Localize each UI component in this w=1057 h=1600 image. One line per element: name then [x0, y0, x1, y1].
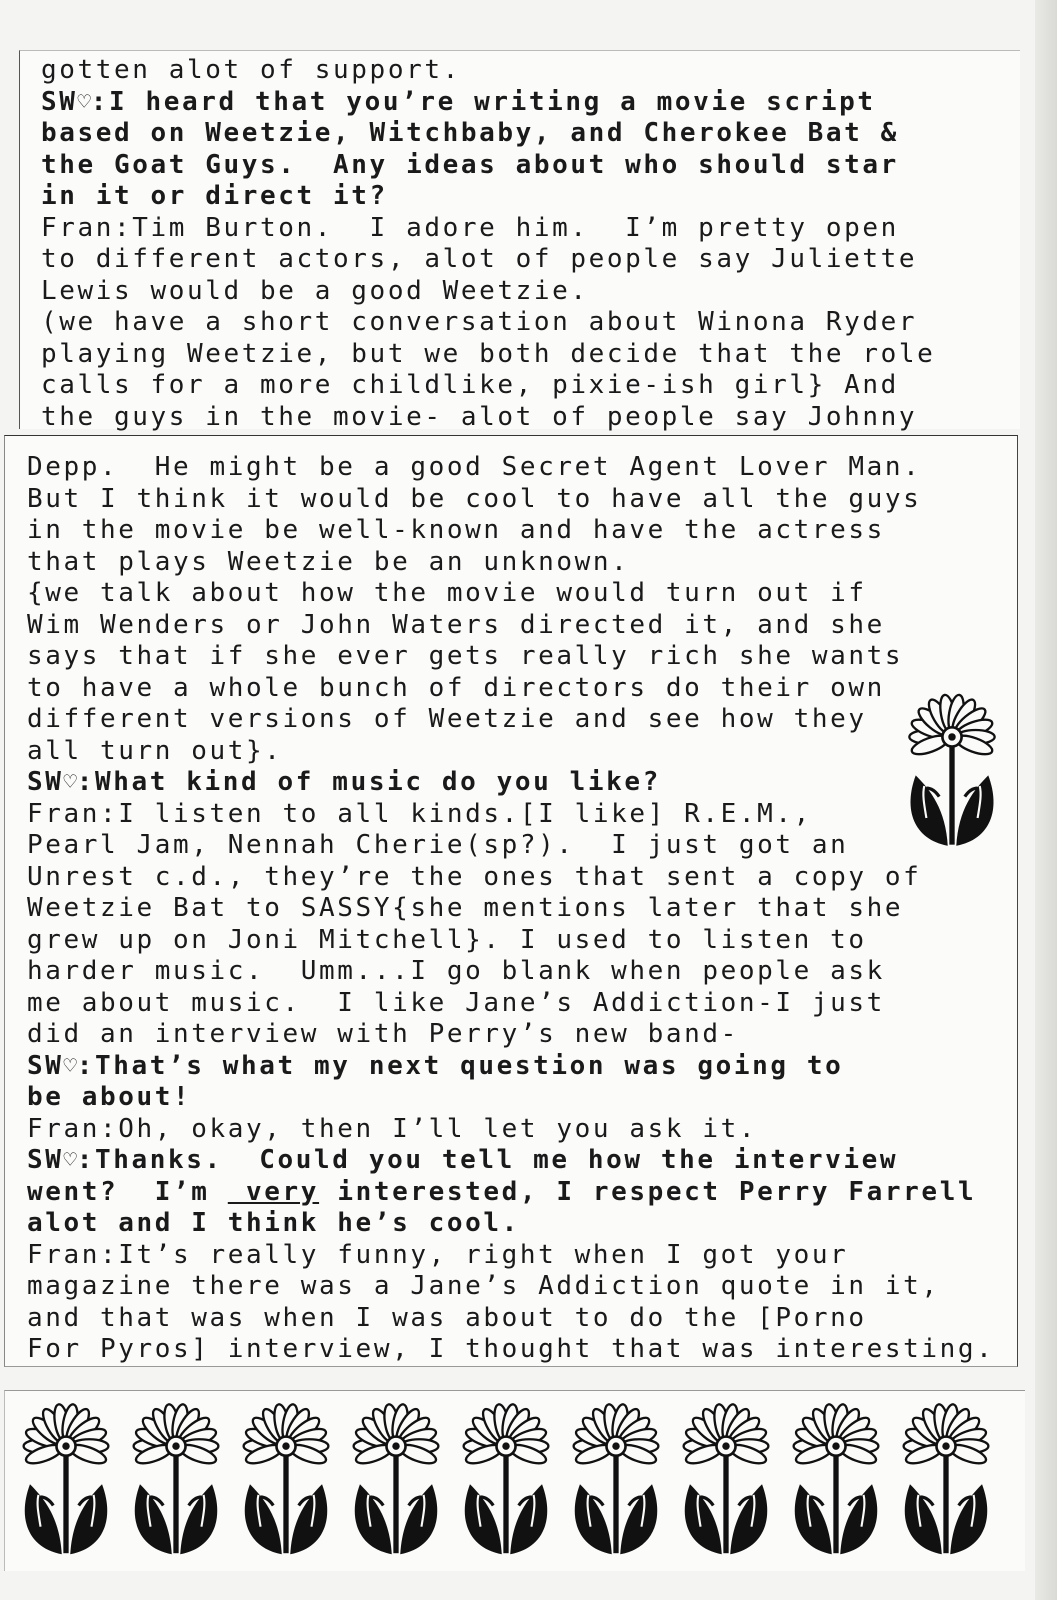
text-line: calls for a more childlike, pixie-ish girl} And: [41, 370, 899, 400]
main-clipping-text: [27, 452, 994, 1366]
text-line: me about music. I like Jane’s Addiction-I just: [27, 987, 885, 1018]
flower-border-row: [13, 1399, 999, 1559]
underlined-word: very: [227, 1176, 320, 1207]
text-line: playing Weetzie, but we both decide that the role: [41, 338, 936, 369]
flower-ornament: [453, 1399, 559, 1559]
text-line: Unrest c.d., they’re the ones that sent a copy of: [27, 861, 922, 892]
text-line: based on Weetzie, Witchbaby, and Cherokee Bat &: [41, 118, 899, 148]
main-clipping: [4, 435, 1018, 1367]
text-line: Pearl Jam, Nennah Cherie(sp?). I just got an: [27, 830, 849, 860]
text-line: and that was when I was about to do the [Porno: [27, 1302, 867, 1333]
text-line: But I think it would be cool to have all the guys: [27, 483, 922, 514]
text-line: [27, 1177, 994, 1209]
text-line: Fran:It’s really funny, right when I got your: [27, 1239, 849, 1270]
flower-ornament: [673, 1399, 779, 1559]
text-line: [41, 87, 935, 119]
text-line: For Pyros] interview, I thought that was interesting.: [27, 1334, 995, 1364]
flower-ornament: [893, 1399, 999, 1559]
text-line: all turn out}.: [27, 735, 283, 766]
line-text: interested, I respect Perry Farrell: [319, 1176, 977, 1207]
flower-ornament: [13, 1399, 119, 1559]
text-line: magazine there was a Jane’s Addiction quote in it,: [27, 1271, 940, 1301]
heart-icon: ♡: [77, 89, 91, 115]
text-line: Fran:Tim Burton. I adore him. I’m pretty open: [41, 212, 899, 243]
text-line: be about!: [27, 1082, 192, 1112]
speaker-label: SW: [27, 767, 64, 797]
text-line: [27, 1145, 994, 1177]
flower-ornament: [343, 1399, 449, 1559]
flower-border-clipping: [4, 1390, 1025, 1571]
text-line: did an interview with Perry’s new band-: [27, 1019, 739, 1049]
text-line: that plays Weetzie be an unknown.: [27, 546, 630, 577]
line-text: :What kind of music do you like?: [76, 767, 661, 797]
line-text: went? I’m: [27, 1176, 228, 1207]
text-line: the Goat Guys. Any ideas about who should star: [41, 149, 899, 180]
flower-ornament: [123, 1399, 229, 1559]
text-line: [27, 767, 994, 799]
text-line: gotten alot of support.: [41, 55, 461, 85]
text-line: alot and I think he’s cool.: [27, 1208, 520, 1238]
top-clipping: [19, 50, 1020, 432]
page-edge: [1035, 0, 1057, 1600]
text-line: (we have a short conversation about Winona Ryder: [41, 307, 918, 337]
speaker-label: SW: [41, 86, 78, 117]
flower-ornament: [563, 1399, 669, 1559]
speaker-label: SW: [27, 1145, 64, 1175]
text-line: says that if she ever gets really rich she wants: [27, 641, 904, 671]
text-line: Weetzie Bat to SASSY{she mentions later that she: [27, 893, 904, 923]
text-line: harder music. Umm...I go blank when people ask: [27, 956, 885, 986]
text-line: Lewis would be a good Weetzie.: [41, 275, 589, 306]
text-line: Fran:I listen to all kinds.[I like] R.E.M.,: [27, 798, 812, 829]
line-text: :I heard that you’re writing a movie script: [90, 86, 876, 117]
text-line: in it or direct it?: [41, 181, 388, 211]
heart-icon: ♡: [63, 770, 77, 795]
line-text: :That’s what my next question was going to: [76, 1050, 844, 1081]
text-line: different versions of Weetzie and see how they: [27, 704, 867, 734]
flower-ornament: [233, 1399, 339, 1559]
top-clipping-text: [41, 55, 935, 433]
text-line: the guys in the movie- alot of people say Johnny: [41, 401, 918, 432]
text-line: {we talk about how the movie would turn out if: [27, 578, 867, 608]
flower-ornament: [783, 1399, 889, 1559]
text-line: in the movie be well-known and have the actress: [27, 515, 885, 545]
text-line: Fran:Oh, okay, then I’ll let you ask it.: [27, 1113, 758, 1144]
line-text: :Thanks. Could you tell me how the interview: [76, 1145, 899, 1175]
text-line: to different actors, alot of people say Juliette: [41, 244, 918, 274]
speaker-label: SW: [27, 1050, 64, 1081]
flower-ornament-side: [897, 690, 1007, 850]
text-line: Wim Wenders or John Waters directed it, and she: [27, 609, 885, 640]
text-line: Depp. He might be a good Secret Agent Lover Man.: [27, 452, 922, 482]
heart-icon: ♡: [63, 1053, 77, 1079]
heart-icon: ♡: [63, 1148, 77, 1173]
text-line: grew up on Joni Mitchell}. I used to listen to: [27, 924, 867, 955]
text-line: [27, 1051, 994, 1083]
text-line: to have a whole bunch of directors do their own: [27, 672, 885, 703]
